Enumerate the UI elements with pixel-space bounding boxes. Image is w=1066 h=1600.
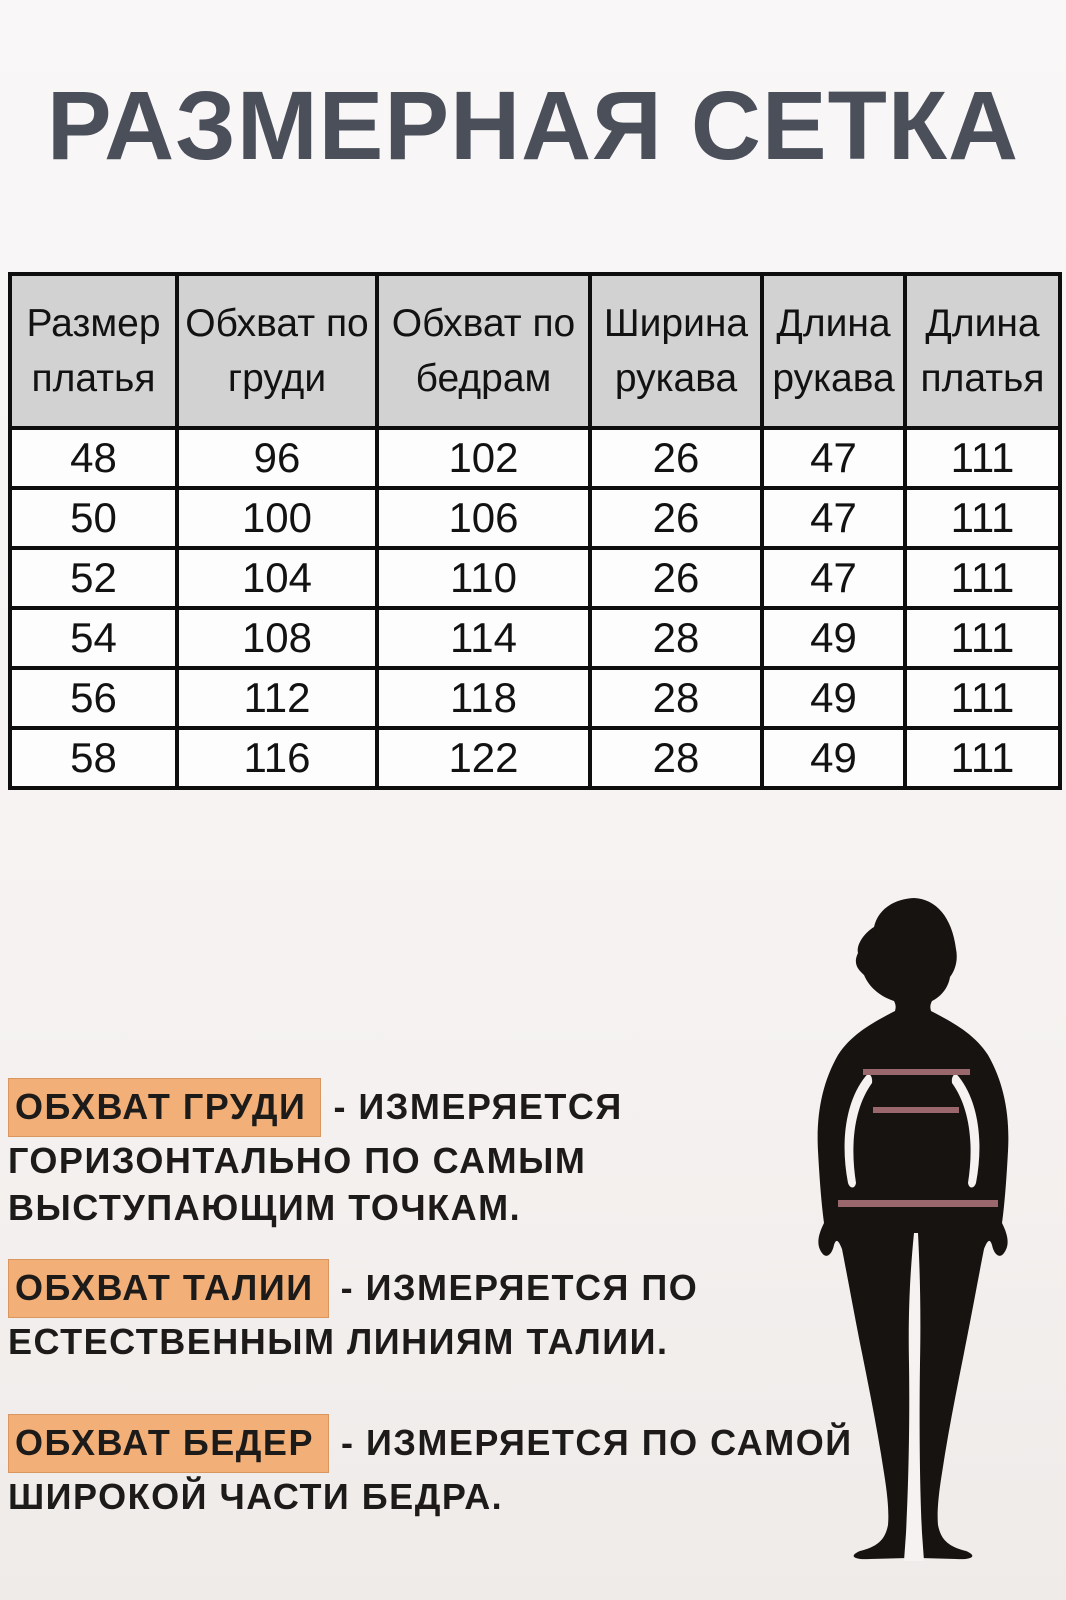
table-cell: 47 — [762, 548, 905, 608]
table-cell: 49 — [762, 608, 905, 668]
table-cell: 50 — [10, 488, 177, 548]
table-cell: 106 — [377, 488, 590, 548]
table-cell: 111 — [905, 488, 1060, 548]
table-cell: 28 — [590, 668, 762, 728]
table-header — [10, 274, 1060, 428]
highlight-waist-label — [8, 1259, 329, 1318]
note-chest-line-2: ГОРИЗОНТАЛЬНО ПО САМЫМ — [8, 1140, 587, 1181]
table-cell: 47 — [762, 488, 905, 548]
size-table — [8, 272, 1062, 790]
note-chest-term: ОБХВАТ ГРУДИ — [15, 1086, 307, 1127]
table-cell: 110 — [377, 548, 590, 608]
note-hips-line-2: ШИРОКОЙ ЧАСТИ БЕДРА. — [8, 1476, 504, 1517]
table-cell: 111 — [905, 548, 1060, 608]
table-row — [10, 728, 1060, 788]
note-chest-rest: - ИЗМЕРЯЕТСЯ — [333, 1086, 623, 1127]
column-header: Длина рукава — [762, 274, 905, 428]
table-cell: 122 — [377, 728, 590, 788]
table-cell: 56 — [10, 668, 177, 728]
table-cell: 49 — [762, 668, 905, 728]
table-cell: 104 — [177, 548, 377, 608]
header-row — [10, 274, 1060, 428]
table-cell: 96 — [177, 428, 377, 488]
column-header: Длина платья — [905, 274, 1060, 428]
table-cell: 49 — [762, 728, 905, 788]
note-waist-line-2: ЕСТЕСТВЕННЫМ ЛИНИЯМ ТАЛИИ. — [8, 1321, 669, 1362]
table-cell: 100 — [177, 488, 377, 548]
table-cell: 48 — [10, 428, 177, 488]
table-body — [10, 428, 1060, 788]
table-row — [10, 608, 1060, 668]
table-cell: 58 — [10, 728, 177, 788]
table-row — [10, 548, 1060, 608]
table-cell: 26 — [590, 548, 762, 608]
note-hips-rest: - ИЗМЕРЯЕТСЯ ПО САМОЙ — [340, 1422, 853, 1463]
table-cell: 54 — [10, 608, 177, 668]
table-cell: 111 — [905, 668, 1060, 728]
table-row — [10, 488, 1060, 548]
table-cell: 26 — [590, 428, 762, 488]
note-chest — [8, 1078, 623, 1231]
column-header: Обхват по бедрам — [377, 274, 590, 428]
table-cell: 102 — [377, 428, 590, 488]
table-cell: 26 — [590, 488, 762, 548]
highlight-chest-label — [8, 1078, 321, 1137]
note-chest-line-1 — [8, 1078, 623, 1137]
note-hips-line-1 — [8, 1414, 853, 1473]
table-cell: 114 — [377, 608, 590, 668]
highlight-hips-label — [8, 1414, 329, 1473]
table-row — [10, 668, 1060, 728]
column-header: Обхват по груди — [177, 274, 377, 428]
hips-measure-line — [838, 1200, 998, 1207]
table-cell: 111 — [905, 428, 1060, 488]
table-cell: 108 — [177, 608, 377, 668]
note-waist — [8, 1259, 698, 1365]
note-hips-term: ОБХВАТ БЕДЕР — [15, 1422, 314, 1463]
table-row — [10, 428, 1060, 488]
table-cell: 47 — [762, 428, 905, 488]
note-chest-line-3: ВЫСТУПАЮЩИМ ТОЧКАМ. — [8, 1187, 522, 1228]
table-cell: 28 — [590, 608, 762, 668]
note-waist-term: ОБХВАТ ТАЛИИ — [15, 1267, 314, 1308]
column-header: Размер платья — [10, 274, 177, 428]
table-cell: 112 — [177, 668, 377, 728]
table-cell: 111 — [905, 728, 1060, 788]
note-hips — [8, 1414, 853, 1520]
table-cell: 52 — [10, 548, 177, 608]
page-title: РАЗМЕРНАЯ СЕТКА — [46, 71, 1020, 180]
table-cell: 28 — [590, 728, 762, 788]
table-cell: 116 — [177, 728, 377, 788]
note-waist-line-1 — [8, 1259, 698, 1318]
table-cell: 118 — [377, 668, 590, 728]
table-cell: 111 — [905, 608, 1060, 668]
column-header: Ширина рукава — [590, 274, 762, 428]
waist-measure-line — [873, 1107, 959, 1113]
note-waist-rest: - ИЗМЕРЯЕТСЯ ПО — [340, 1267, 699, 1308]
bust-measure-line — [863, 1069, 970, 1075]
